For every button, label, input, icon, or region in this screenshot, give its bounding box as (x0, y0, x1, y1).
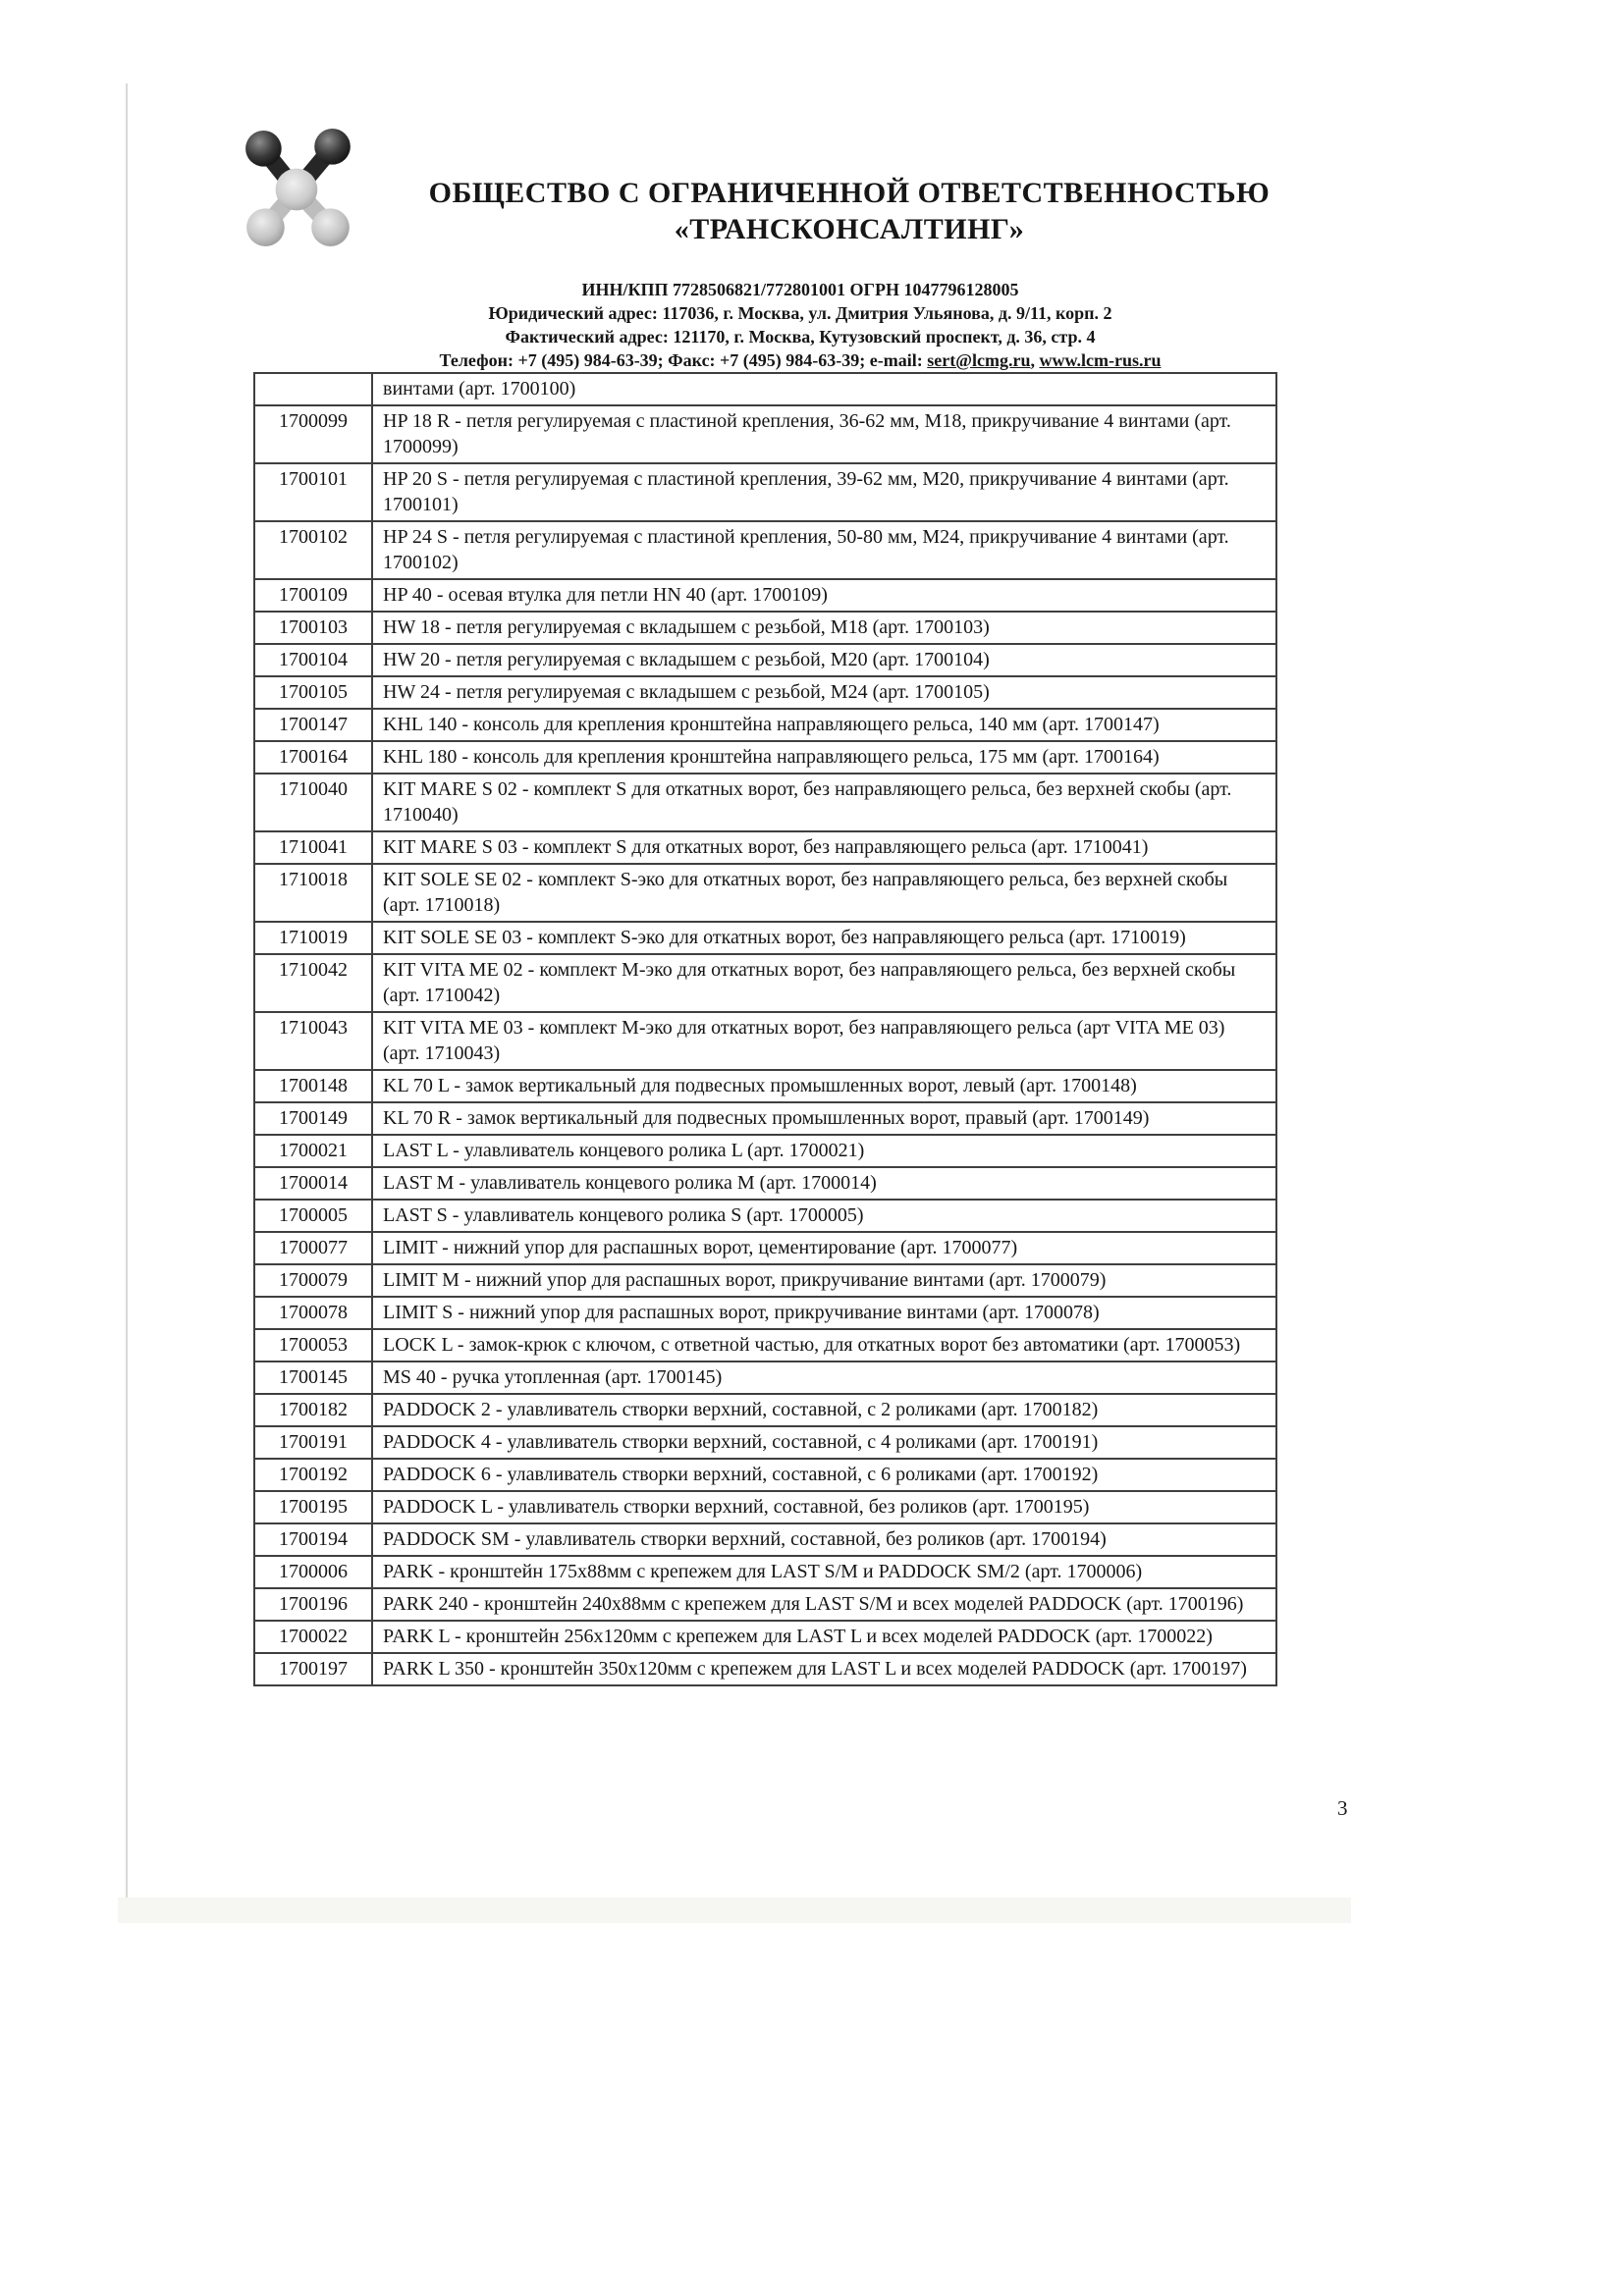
product-code: 1700191 (254, 1426, 372, 1459)
table-row (254, 831, 1276, 864)
table-row (254, 954, 1276, 1012)
product-description: HP 18 R - петля регулируемая с пластиной крепления, 36-62 мм, М18, прикручивание 4 винтами (арт. 1700099) (372, 405, 1276, 463)
table-row (254, 1362, 1276, 1394)
page-number: 3 (1337, 1796, 1348, 1820)
product-code: 1700021 (254, 1135, 372, 1167)
product-code: 1700194 (254, 1523, 372, 1556)
product-code: 1700164 (254, 741, 372, 774)
product-description: винтами (арт. 1700100) (372, 373, 1276, 405)
product-code: 1700196 (254, 1588, 372, 1621)
product-description: PARK 240 - кронштейн 240х88мм с крепежем для LAST S/M и всех моделей PADDOCK (арт. 1700196) (372, 1588, 1276, 1621)
product-code: 1710043 (254, 1012, 372, 1070)
product-code (254, 373, 372, 405)
product-description: KIT MARE S 03 - комплект S для откатных ворот, без направляющего рельса (арт. 1710041) (372, 831, 1276, 864)
product-code: 1700105 (254, 676, 372, 709)
product-code: 1700053 (254, 1329, 372, 1362)
product-description: KIT VITA ME 03 - комплект М-эко для откатных ворот, без направляющего рельса (арт VITA ME 03) (арт. 1710043) (372, 1012, 1276, 1070)
table-row (254, 463, 1276, 521)
product-description: LAST L - улавливатель концевого ролика L (арт. 1700021) (372, 1135, 1276, 1167)
product-code: 1700102 (254, 521, 372, 579)
table-row (254, 1012, 1276, 1070)
product-code: 1710040 (254, 774, 372, 831)
products-table-container (253, 372, 1277, 1686)
table-row (254, 1556, 1276, 1588)
table-row (254, 1394, 1276, 1426)
product-description: MS 40 - ручка утопленная (арт. 1700145) (372, 1362, 1276, 1394)
email-link[interactable]: sert@lcmg.ru (927, 350, 1031, 370)
company-name-line1: ОБЩЕСТВО С ОГРАНИЧЕННОЙ ОТВЕТСТВЕННОСТЬЮ (428, 177, 1271, 209)
table-row (254, 1070, 1276, 1102)
product-code: 1700077 (254, 1232, 372, 1264)
table-row (254, 1426, 1276, 1459)
product-description: PARK L - кронштейн 256х120мм с крепежем для LAST L и всех моделей PADDOCK (арт. 1700022) (372, 1621, 1276, 1653)
table-row (254, 521, 1276, 579)
product-code: 1700078 (254, 1297, 372, 1329)
table-row (254, 922, 1276, 954)
product-code: 1700014 (254, 1167, 372, 1200)
product-code: 1700145 (254, 1362, 372, 1394)
product-code: 1700147 (254, 709, 372, 741)
product-description: KIT SOLE SE 03 - комплект S-эко для откатных ворот, без направляющего рельса (арт. 1710019) (372, 922, 1276, 954)
table-row (254, 1232, 1276, 1264)
product-description: KHL 140 - консоль для крепления кронштейна направляющего рельса, 140 мм (арт. 1700147) (372, 709, 1276, 741)
product-code: 1710018 (254, 864, 372, 922)
table-row (254, 1167, 1276, 1200)
product-description: PADDOCK 6 - улавливатель створки верхний, составной, с 6 роликами (арт. 1700192) (372, 1459, 1276, 1491)
table-row (254, 1264, 1276, 1297)
product-code: 1700079 (254, 1264, 372, 1297)
table-row (254, 1621, 1276, 1653)
company-name-line2: «ТРАНСКОНСАЛТИНГ» (674, 213, 1025, 245)
product-code: 1700104 (254, 644, 372, 676)
table-row (254, 1297, 1276, 1329)
table-row (254, 1200, 1276, 1232)
company-contacts (295, 348, 1306, 372)
company-header (378, 175, 1321, 247)
company-actual-address: Фактический адрес: 121170, г. Москва, Кутузовский проспект, д. 36, стр. 4 (505, 327, 1096, 347)
product-description: PADDOCK 2 - улавливатель створки верхний, составной, с 2 роликами (арт. 1700182) (372, 1394, 1276, 1426)
company-legal-address: Юридический адрес: 117036, г. Москва, ул. Дмитрия Ульянова, д. 9/11, корп. 2 (488, 303, 1112, 323)
table-row (254, 373, 1276, 405)
product-code: 1700109 (254, 579, 372, 612)
product-description: PARK L 350 - кронштейн 350х120мм с крепежем для LAST L и всех моделей PADDOCK (арт. 1700197) (372, 1653, 1276, 1685)
table-row (254, 644, 1276, 676)
product-code: 1700195 (254, 1491, 372, 1523)
product-description: KIT VITA ME 02 - комплект М-эко для откатных ворот, без направляющего рельса, без верхней скобы (арт. 1710042) (372, 954, 1276, 1012)
product-description: LIMIT S - нижний упор для распашных ворот, прикручивание винтами (арт. 1700078) (372, 1297, 1276, 1329)
product-description: LAST M - улавливатель концевого ролика M (арт. 1700014) (372, 1167, 1276, 1200)
product-code: 1700103 (254, 612, 372, 644)
product-code: 1700101 (254, 463, 372, 521)
contacts-separator: , (1030, 350, 1040, 370)
product-code: 1700099 (254, 405, 372, 463)
table-row (254, 1588, 1276, 1621)
product-description: LOCK L - замок-крюк с ключом, с ответной частью, для откатных ворот без автоматики (арт. 1700053) (372, 1329, 1276, 1362)
product-code: 1700022 (254, 1621, 372, 1653)
product-code: 1710019 (254, 922, 372, 954)
product-code: 1700005 (254, 1200, 372, 1232)
product-code: 1700006 (254, 1556, 372, 1588)
table-row (254, 709, 1276, 741)
table-row (254, 612, 1276, 644)
product-code: 1700149 (254, 1102, 372, 1135)
product-description: KL 70 L - замок вертикальный для подвесных промышленных ворот, левый (арт. 1700148) (372, 1070, 1276, 1102)
table-row (254, 1102, 1276, 1135)
table-row (254, 1491, 1276, 1523)
table-row (254, 1135, 1276, 1167)
product-code: 1700192 (254, 1459, 372, 1491)
product-description: PADDOCK 4 - улавливатель створки верхний, составной, с 4 роликами (арт. 1700191) (372, 1426, 1276, 1459)
product-description: HW 24 - петля регулируемая с вкладышем с резьбой, М24 (арт. 1700105) (372, 676, 1276, 709)
product-description: KIT SOLE SE 02 - комплект S-эко для откатных ворот, без направляющего рельса, без верхней скобы (арт. 1710018) (372, 864, 1276, 922)
product-code: 1700182 (254, 1394, 372, 1426)
product-description: LIMIT M - нижний упор для распашных ворот, прикручивание винтами (арт. 1700079) (372, 1264, 1276, 1297)
product-description: PADDOCK L - улавливатель створки верхний, составной, без роликов (арт. 1700195) (372, 1491, 1276, 1523)
product-description: LIMIT - нижний упор для распашных ворот, цементирование (арт. 1700077) (372, 1232, 1276, 1264)
product-description: PARK - кронштейн 175х88мм с крепежем для LAST S/M и PADDOCK SM/2 (арт. 1700006) (372, 1556, 1276, 1588)
website-link[interactable]: www.lcm-rus.ru (1039, 350, 1162, 370)
product-code: 1710041 (254, 831, 372, 864)
contacts-text: Телефон: +7 (495) 984-63-39; Факс: +7 (495) 984-63-39; e-mail: (439, 350, 928, 370)
company-inn-ogrn: ИНН/КПП 7728506821/772801001 ОГРН 1047796128005 (581, 280, 1019, 299)
product-code: 1710042 (254, 954, 372, 1012)
table-row (254, 1523, 1276, 1556)
product-description: HW 20 - петля регулируемая с вкладышем с резьбой, М20 (арт. 1700104) (372, 644, 1276, 676)
product-description: HP 24 S - петля регулируемая с пластиной крепления, 50-80 мм, М24, прикручивание 4 винтами (арт. 1700102) (372, 521, 1276, 579)
scan-shadow-bottom (118, 1897, 1351, 1923)
products-table-body (254, 373, 1276, 1685)
product-description: LAST S - улавливатель концевого ролика S (арт. 1700005) (372, 1200, 1276, 1232)
product-description: KHL 180 - консоль для крепления кронштейна направляющего рельса, 175 мм (арт. 1700164) (372, 741, 1276, 774)
table-row (254, 579, 1276, 612)
scan-edge-left (126, 83, 128, 1897)
table-row (254, 864, 1276, 922)
table-row (254, 1329, 1276, 1362)
product-description: PADDOCK SM - улавливатель створки верхний, составной, без роликов (арт. 1700194) (372, 1523, 1276, 1556)
product-description: KIT MARE S 02 - комплект S для откатных ворот, без направляющего рельса, без верхней скобы (арт. 1710040) (372, 774, 1276, 831)
company-info (295, 278, 1306, 372)
product-description: HP 40 - осевая втулка для петли HN 40 (арт. 1700109) (372, 579, 1276, 612)
products-table (253, 372, 1277, 1686)
table-row (254, 741, 1276, 774)
molecule-logo-icon (241, 129, 358, 248)
product-description: HP 20 S - петля регулируемая с пластиной крепления, 39-62 мм, М20, прикручивание 4 винтами (арт. 1700101) (372, 463, 1276, 521)
table-row (254, 405, 1276, 463)
product-description: KL 70 R - замок вертикальный для подвесных промышленных ворот, правый (арт. 1700149) (372, 1102, 1276, 1135)
table-row (254, 676, 1276, 709)
table-row (254, 1653, 1276, 1685)
product-code: 1700148 (254, 1070, 372, 1102)
product-code: 1700197 (254, 1653, 372, 1685)
table-row (254, 774, 1276, 831)
table-row (254, 1459, 1276, 1491)
product-description: HW 18 - петля регулируемая с вкладышем с резьбой, М18 (арт. 1700103) (372, 612, 1276, 644)
